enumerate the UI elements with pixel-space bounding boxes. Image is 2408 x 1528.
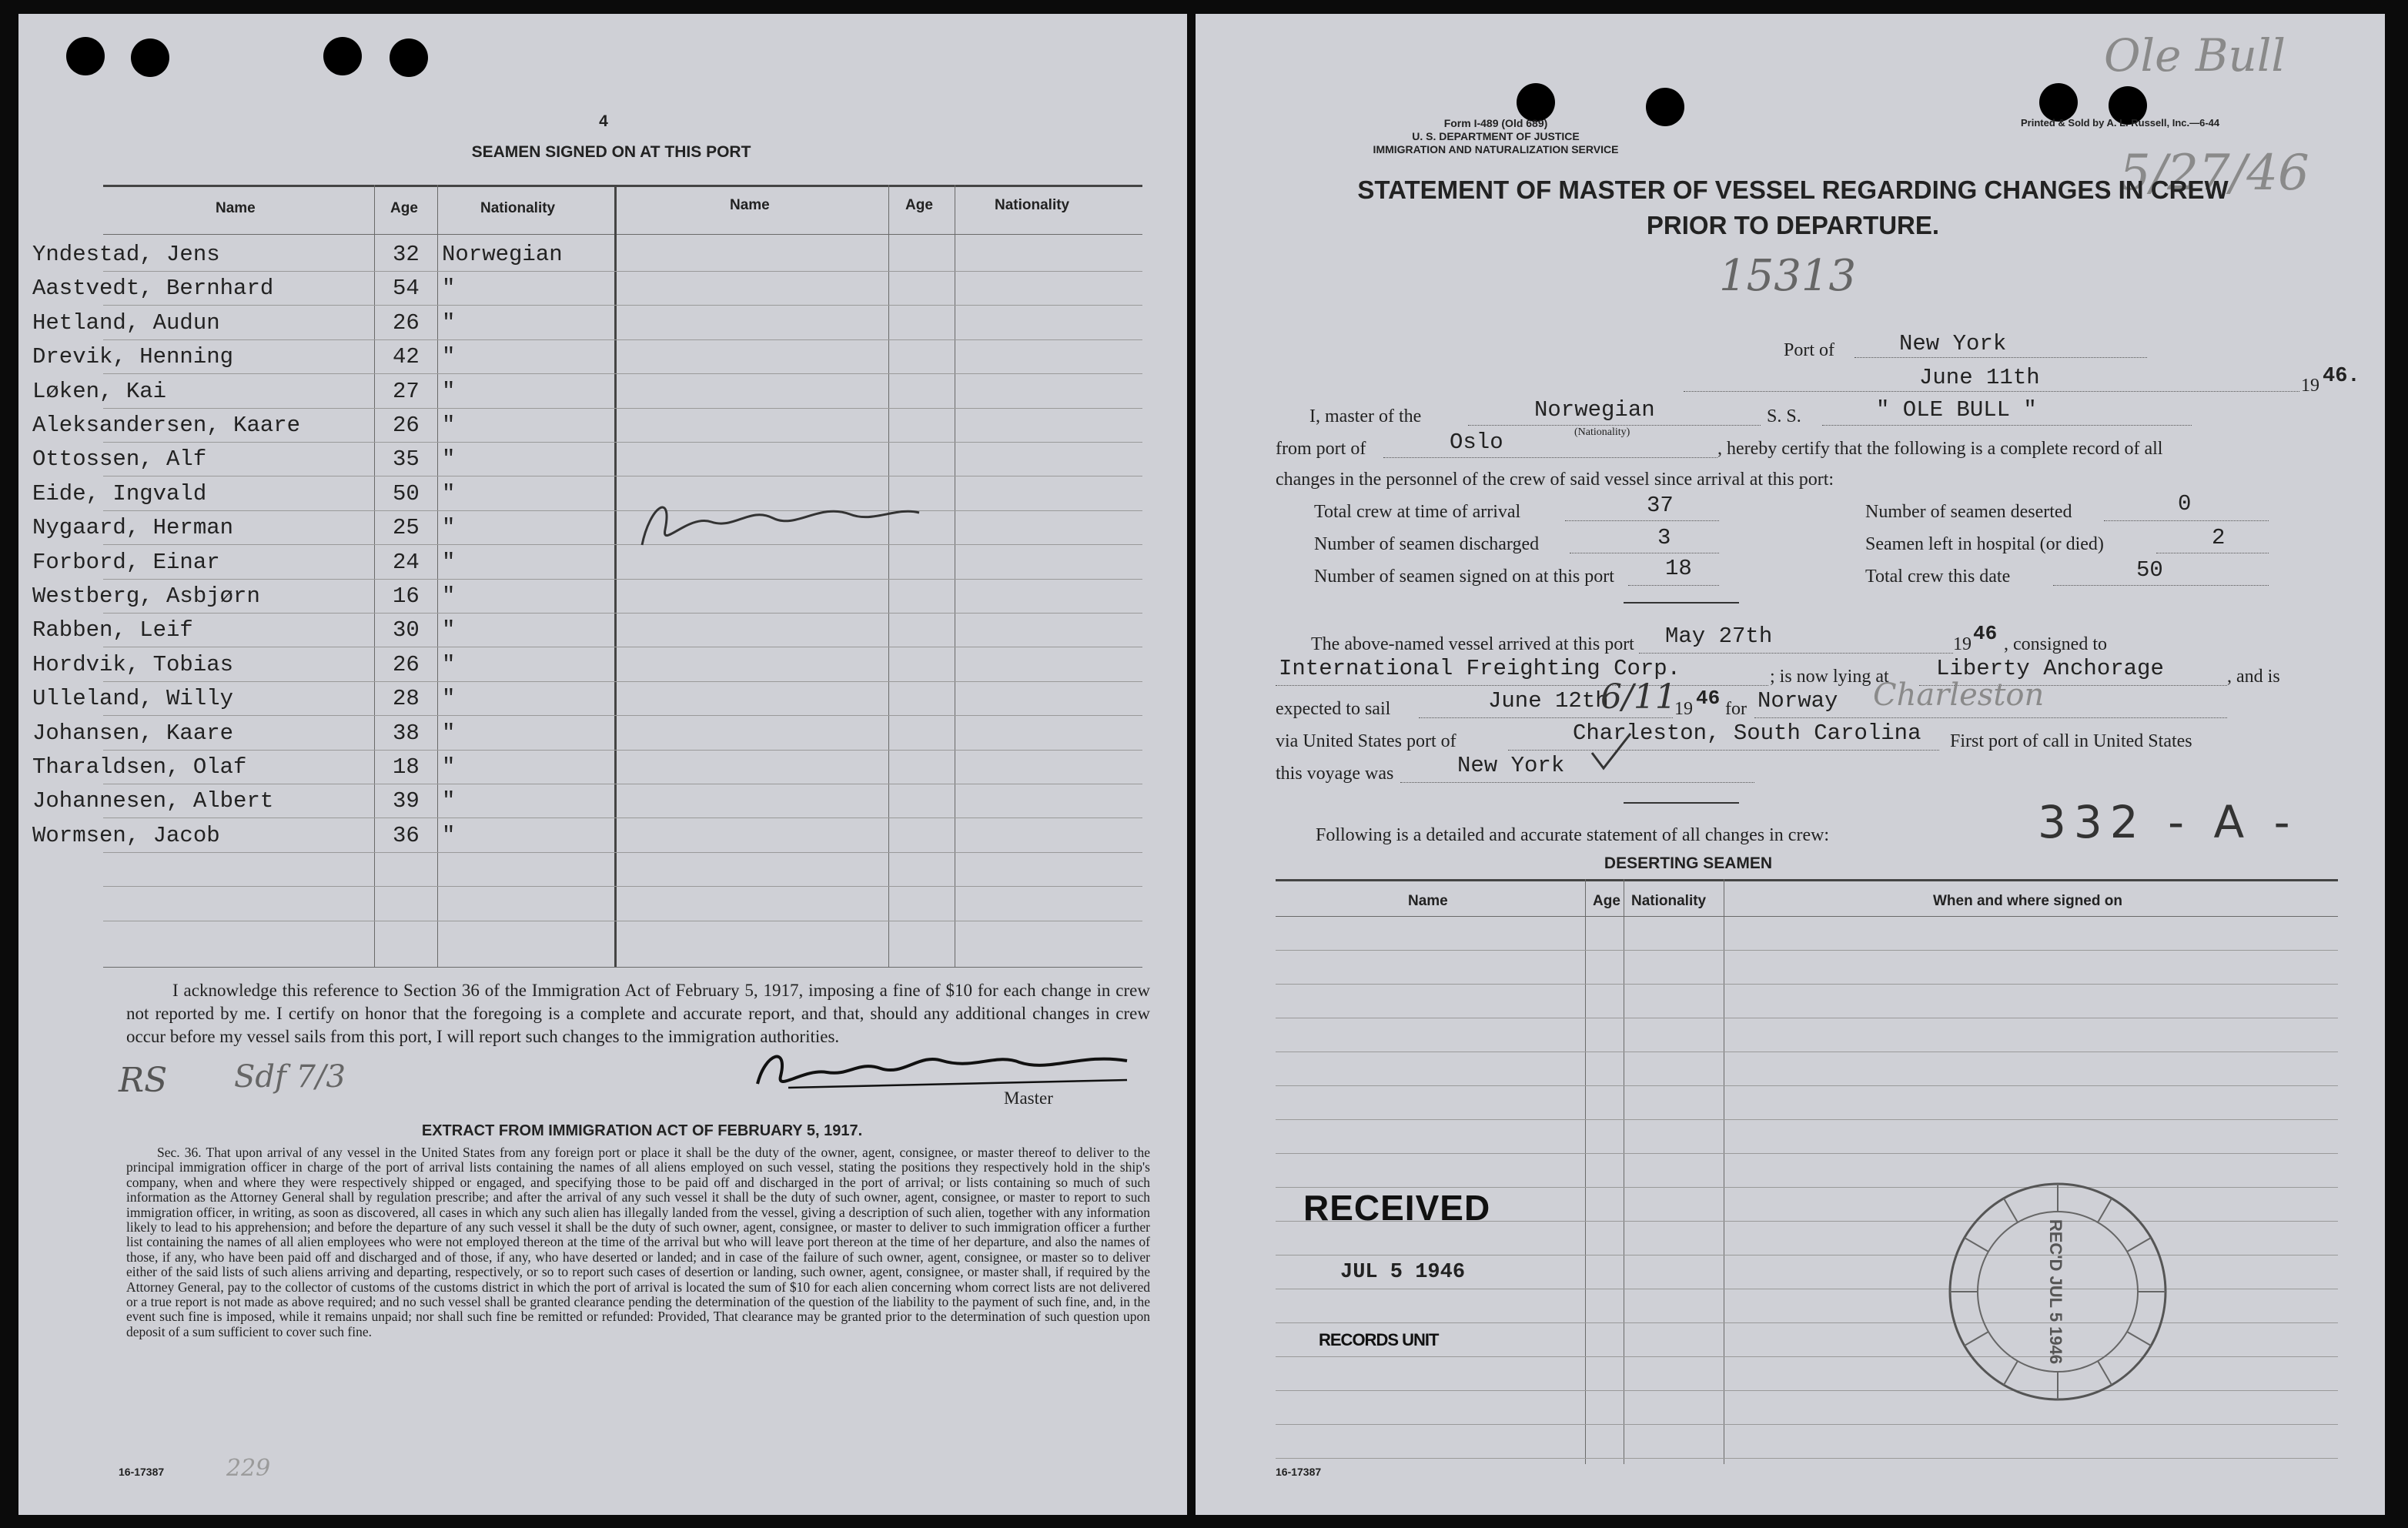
total-crew-arrival-fill [1565, 500, 1719, 521]
table-row [1276, 1119, 2338, 1120]
seaman-name: Ottossen, Alf [32, 446, 207, 472]
changes-text: changes in the personnel of the crew of said vessel since arrival at this port: [1276, 470, 1834, 490]
total-crew-arrival-label: Total crew at time of arrival [1314, 502, 1521, 522]
acknowledgement-text: I acknowledge this reference to Section 36 of the Immigration Act of February 5, 1917, imposing a fine of $10 for each change in crew not reported by me. I certify on honor that the foregoing is a complete and accurate report, and that, should any additional changes in crew occur before my vessel sails from this port, I will report such changes to the immigration authorities. [126, 981, 1150, 1046]
punch-hole [131, 38, 169, 77]
seaman-nationality: " [442, 413, 456, 438]
total-crew-date-label: Total crew this date [1865, 567, 2011, 587]
right-page [1196, 14, 2385, 1515]
discharged-value: 3 [1657, 525, 1671, 550]
signed-on-value: 18 [1665, 556, 1692, 581]
printer-credit: Printed & Sold by A. L. Russell, Inc.—6-44 [2021, 117, 2220, 129]
signed-on-label: Number of seamen signed on at this port [1314, 567, 1614, 587]
service-name: IMMIGRATION AND NATURALIZATION SERVICE [1373, 143, 1619, 155]
row-rule [103, 579, 1142, 580]
col-header-nationality-2: Nationality [995, 197, 1070, 213]
for-label: for [1725, 699, 1747, 719]
punch-hole [323, 37, 362, 75]
punch-hole [2039, 83, 2078, 122]
seaman-age: 24 [393, 550, 420, 575]
seaman-age: 25 [393, 515, 420, 540]
port-label: Port of [1784, 340, 1834, 360]
left-page [18, 14, 1187, 1515]
punch-hole [1646, 88, 1684, 126]
extract-title: EXTRACT FROM IMMIGRATION ACT OF FEBRUARY 5, 1917. [421, 1122, 863, 1139]
from-port-fill [1383, 437, 1717, 458]
row-rule [103, 886, 1142, 887]
handwritten-number: 15313 [1719, 251, 1857, 301]
col-header-nationality: Nationality [480, 200, 556, 216]
discharged-label: Number of seamen discharged [1314, 534, 1540, 554]
seaman-age: 26 [393, 413, 420, 438]
arrived-year-prefix: 19 [1953, 634, 1972, 654]
table-row [1276, 1458, 2338, 1459]
arrived-label: The above-named vessel arrived at this port [1311, 634, 1634, 654]
table-row [1276, 1085, 2338, 1086]
seaman-name: Wormsen, Jacob [32, 823, 220, 848]
seaman-age: 16 [393, 583, 420, 609]
deserted-value: 0 [2178, 491, 2192, 517]
seaman-name: Ulleland, Willy [32, 686, 234, 711]
seaman-age: 27 [393, 379, 420, 404]
voyage-value: New York [1457, 753, 1565, 778]
seaman-name: Hordvik, Tobias [32, 652, 234, 677]
desert-col-age: Age [1593, 893, 1620, 909]
row-rule [103, 373, 1142, 374]
lying-value: Liberty Anchorage [1936, 656, 2164, 681]
expected-label: expected to sail [1276, 699, 1391, 719]
seaman-age: 54 [393, 276, 420, 301]
seaman-nationality: " [442, 276, 456, 301]
seaman-nationality: " [442, 823, 456, 848]
year-prefix: 19 [2301, 376, 2319, 396]
seaman-age: 30 [393, 617, 420, 643]
seaman-nationality: " [442, 686, 456, 711]
received-date: JUL 5 1946 [1340, 1261, 1466, 1284]
ss-label: S. S. [1767, 406, 1801, 426]
destination: Norway [1758, 688, 1838, 714]
master-signature [742, 1038, 1142, 1099]
separator [1624, 802, 1739, 804]
seaman-nationality: " [442, 379, 456, 404]
seaman-nationality: " [442, 446, 456, 472]
punch-hole [66, 37, 105, 75]
master-label: Master [1004, 1088, 1053, 1108]
destination-hand: Charleston [1873, 677, 2045, 713]
seaman-name: Løken, Kai [32, 379, 167, 404]
col-header-name-2: Name [730, 197, 770, 213]
punch-hole [1517, 83, 1555, 122]
seaman-nationality: " [442, 515, 456, 540]
desert-col-nationality: Nationality [1631, 893, 1707, 909]
discharged-fill [1570, 533, 1719, 553]
initials: RS [119, 1061, 168, 1100]
table-header-rule [103, 234, 1142, 235]
date-value: June 11th [1919, 365, 2040, 390]
seaman-age: 36 [393, 823, 420, 848]
seaman-name: Aastvedt, Bernhard [32, 276, 274, 301]
seaman-age: 42 [393, 344, 420, 369]
stamp-text: REC'D JUL 5 1946 [2046, 1219, 2065, 1365]
seaman-nationality: Norwegian [442, 242, 563, 267]
table-bottom-rule [103, 967, 1142, 968]
consigned-label: , consigned to [2004, 634, 2107, 654]
seaman-nationality: " [442, 754, 456, 780]
seaman-age: 28 [393, 686, 420, 711]
nationality-caption: (Nationality) [1574, 426, 1630, 438]
separator [1624, 602, 1739, 604]
seaman-age: 38 [393, 721, 420, 746]
sail-year-suffix: 46 [1696, 687, 1721, 710]
seaman-nationality: " [442, 310, 456, 336]
arrived-value: May 27th [1665, 624, 1773, 649]
circular-stamp [1935, 1176, 2181, 1407]
row-rule [103, 750, 1142, 751]
punch-hole [390, 38, 428, 77]
desert-table-header-rule [1276, 916, 2338, 917]
seaman-name: Tharaldsen, Olaf [32, 754, 247, 780]
table-top-rule [103, 185, 1142, 187]
row-rule [103, 271, 1142, 272]
col-rule [1585, 879, 1586, 1464]
form-number: Form I-489 (Old 689) [1443, 117, 1548, 129]
seaman-age: 18 [393, 754, 420, 780]
seaman-name: Westberg, Asbjørn [32, 583, 260, 609]
deserted-label: Number of seamen deserted [1865, 502, 2072, 522]
dept-name: U. S. DEPARTMENT OF JUSTICE [1412, 130, 1580, 142]
seaman-nationality: " [442, 481, 456, 507]
handwritten-note: Signed on [742, 542, 821, 560]
hospital-value: 2 [2212, 525, 2226, 550]
seaman-nationality: " [442, 652, 456, 677]
form-code: 16-17387 [119, 1466, 165, 1478]
seaman-age: 50 [393, 481, 420, 507]
col-header-age-2: Age [905, 197, 933, 213]
row-rule [103, 339, 1142, 340]
voyage-fill [1400, 762, 1754, 783]
sail-year-prefix: 19 [1674, 699, 1693, 719]
handwritten-date: 5/27/46 [2119, 145, 2309, 202]
from-port-label: from port of [1276, 439, 1366, 459]
seaman-nationality: " [442, 550, 456, 575]
seaman-name: Johansen, Kaare [32, 721, 234, 746]
following-text: Following is a detailed and accurate statement of all changes in crew: [1316, 825, 1830, 845]
seaman-name: Yndestad, Jens [32, 242, 220, 267]
from-port-value: Oslo [1450, 430, 1503, 455]
master-prefix: I, master of the [1309, 406, 1422, 426]
seaman-age: 35 [393, 446, 420, 472]
seaman-age: 26 [393, 310, 420, 336]
seaman-name: Aleksandersen, Kaare [32, 413, 301, 438]
check-mark [1588, 730, 1634, 776]
row-rule [103, 408, 1142, 409]
year-suffix: 46. [2323, 365, 2360, 388]
seaman-name: Johannesen, Albert [32, 788, 274, 814]
row-rule [103, 817, 1142, 818]
total-crew-arrival: 37 [1647, 493, 1674, 518]
row-rule [103, 681, 1142, 682]
desert-col-signed-on: When and where signed on [1933, 893, 2122, 909]
nationality-value: Norwegian [1534, 397, 1655, 423]
sail-date-hand: 6/11 [1600, 677, 1677, 717]
seaman-nationality: " [442, 344, 456, 369]
seaman-name: Eide, Ingvald [32, 481, 207, 507]
seaman-age: 39 [393, 788, 420, 814]
form-title-line1: STATEMENT OF MASTER OF VESSEL REGARDING CHANGES IN CREW [1357, 176, 2229, 204]
table-row [1276, 1424, 2338, 1425]
handwritten-ship: Ole Bull [2104, 29, 2286, 82]
arrived-year-suffix: 46 [1973, 622, 1998, 645]
row-rule [103, 613, 1142, 614]
col-header-age: Age [390, 200, 418, 216]
section-title: SEAMEN SIGNED ON AT THIS PORT [471, 143, 751, 161]
extract-text: Sec. 36. That upon arrival of any vessel in the United States from any foreign port or place it shall be the duty of the owner, agent, consignee, or master thereof to deliver to the principal immigration officer in charge of the port of arrival lists containing the names of all aliens employed on such vessel, stating the positions they respectively hold in the ship's company, when and where they were respectively shipped or engaged, and specifying those to be paid off and discharged in the port of arrival; or lists containing so much of such information as the Attorney General shall by regulation prescribe; and after the arrival of any such vessel it shall be the duty of such owner, agent, consignee, or master to report to such immigration officer, in writing, as soon as discovered, all cases in which any such alien has illegally landed from the vessel, giving a description of such alien, together with any information likely to lead to his apprehension; and before the departure of any such vessel it shall be the duty of such owner, agent, consignee, or master to deliver to such immigration officer a further list containing the names of all alien employees who were not employed thereon at the time of the arrival but who will leave port thereon at the time of her departure, and also the names of those, if any, who have been paid off and discharged and of those, if any, who have deserted or landed; and in case of the failure of such owner, agent, consignee, or master so to deliver either of the said lists of such aliens arriving and departing, respectively, or so to report such cases of desertion or landing, such owner, agent, consignee, or master shall, if required by the Attorney General, pay to the collector of customs of the customs district in which the port of arrival is located the sum of $10 for each alien concerning whom correct lists are not delivered or a true report is not made as above required; and no such vessel shall be granted clearance pending the determination of the question of the liability to the payment of such fine, and, in the event such fine is imposed, while it remains unpaid; nor shall such fine be remitted or refunded: Provided, That clearance may be granted prior to the determination of such question upon deposit of a sum sufficient to cover such fine. [126, 1145, 1150, 1339]
first-port-label: First port of call in United States [1950, 731, 2192, 751]
sail-date: June 12th [1488, 688, 1609, 714]
ship-name: " OLE BULL " [1876, 397, 2037, 423]
deserting-title: DESERTING SEAMEN [1604, 854, 1773, 872]
signed-on-annotation [619, 460, 942, 568]
seaman-nationality: " [442, 583, 456, 609]
form-title-line2: PRIOR TO DEPARTURE. [1646, 211, 1940, 239]
received-stamp: RECEIVED [1303, 1188, 1491, 1228]
certify-text: , hereby certify that the following is a complete record of all [1717, 439, 2163, 459]
table-row [1276, 950, 2338, 951]
row-rule [103, 442, 1142, 443]
via-label: via United States port of [1276, 731, 1457, 751]
seaman-nationality: " [442, 721, 456, 746]
seaman-name: Forbord, Einar [32, 550, 220, 575]
col-header-name: Name [216, 200, 256, 216]
page-scribble: 229 [226, 1455, 271, 1482]
row-rule [103, 305, 1142, 306]
seaman-age: 26 [393, 652, 420, 677]
total-crew-date: 50 [2136, 557, 2163, 583]
voyage-label: this voyage was [1276, 764, 1394, 784]
records-unit: RECORDS UNIT [1319, 1330, 1439, 1349]
seaman-nationality: " [442, 617, 456, 643]
seaman-name: Nygaard, Herman [32, 515, 234, 540]
seaman-name: Hetland, Audun [32, 310, 220, 336]
table-row [1276, 1153, 2338, 1154]
port-value: New York [1899, 331, 2007, 356]
hospital-label: Seamen left in hospital (or died) [1865, 534, 2104, 554]
seaman-age: 32 [393, 242, 420, 267]
lying-label: ; is now lying at [1770, 667, 1889, 687]
seaman-nationality: " [442, 788, 456, 814]
handwritten-code: 332 - A - [2038, 796, 2298, 848]
table-row [1276, 984, 2338, 985]
row-rule [103, 852, 1142, 853]
seaman-name: Rabben, Leif [32, 617, 193, 643]
page-number: 4 [599, 112, 608, 130]
row-rule [103, 715, 1142, 716]
form-code: 16-17387 [1276, 1466, 1322, 1478]
desert-col-name: Name [1408, 893, 1448, 909]
and-is-label: , and is [2227, 667, 2280, 687]
via-port: Charleston, South Carolina [1573, 721, 1921, 746]
desert-table-top [1276, 879, 2338, 881]
initials-2: Sdf 7/3 [234, 1059, 346, 1095]
consignee: International Freighting Corp. [1279, 656, 1681, 681]
seaman-name: Drevik, Henning [32, 344, 234, 369]
